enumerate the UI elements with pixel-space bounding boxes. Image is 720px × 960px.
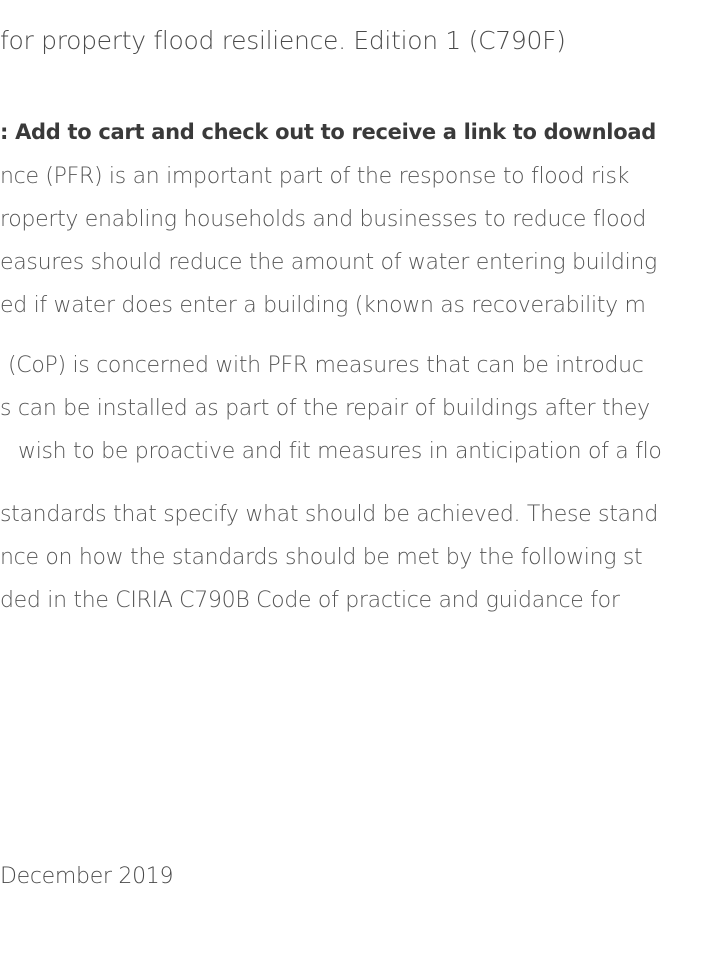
paragraph-line: nce on how the standards should be met by the following st xyxy=(0,545,643,570)
product-title: for property flood resilience. Edition 1 (C790F) xyxy=(0,26,566,55)
paragraph-line: easures should reduce the amount of water entering building xyxy=(0,250,657,275)
paragraph-line: (CoP) is concerned with PFR measures that can be introduc xyxy=(8,353,644,378)
paragraph-line: standards that specify what should be achieved. These stand xyxy=(0,502,659,527)
paragraph-line: s can be installed as part of the repair of buildings after they xyxy=(0,396,650,421)
paragraph-line: ded in the CIRIA C790B Code of practice and guidance for xyxy=(0,588,620,613)
paragraph-line: wish to be proactive and fit measures in anticipation of a flo xyxy=(18,439,662,464)
paragraph-line: ed if water does enter a building (known as recoverability m xyxy=(0,293,646,318)
paragraph-line: roperty enabling households and businesses to reduce flood xyxy=(0,207,647,232)
download-note: : Add to cart and check out to receive a link to download xyxy=(0,120,656,144)
publication-date: December 2019 xyxy=(0,864,174,889)
paragraph-line: nce (PFR) is an important part of the response to flood risk xyxy=(0,164,630,189)
